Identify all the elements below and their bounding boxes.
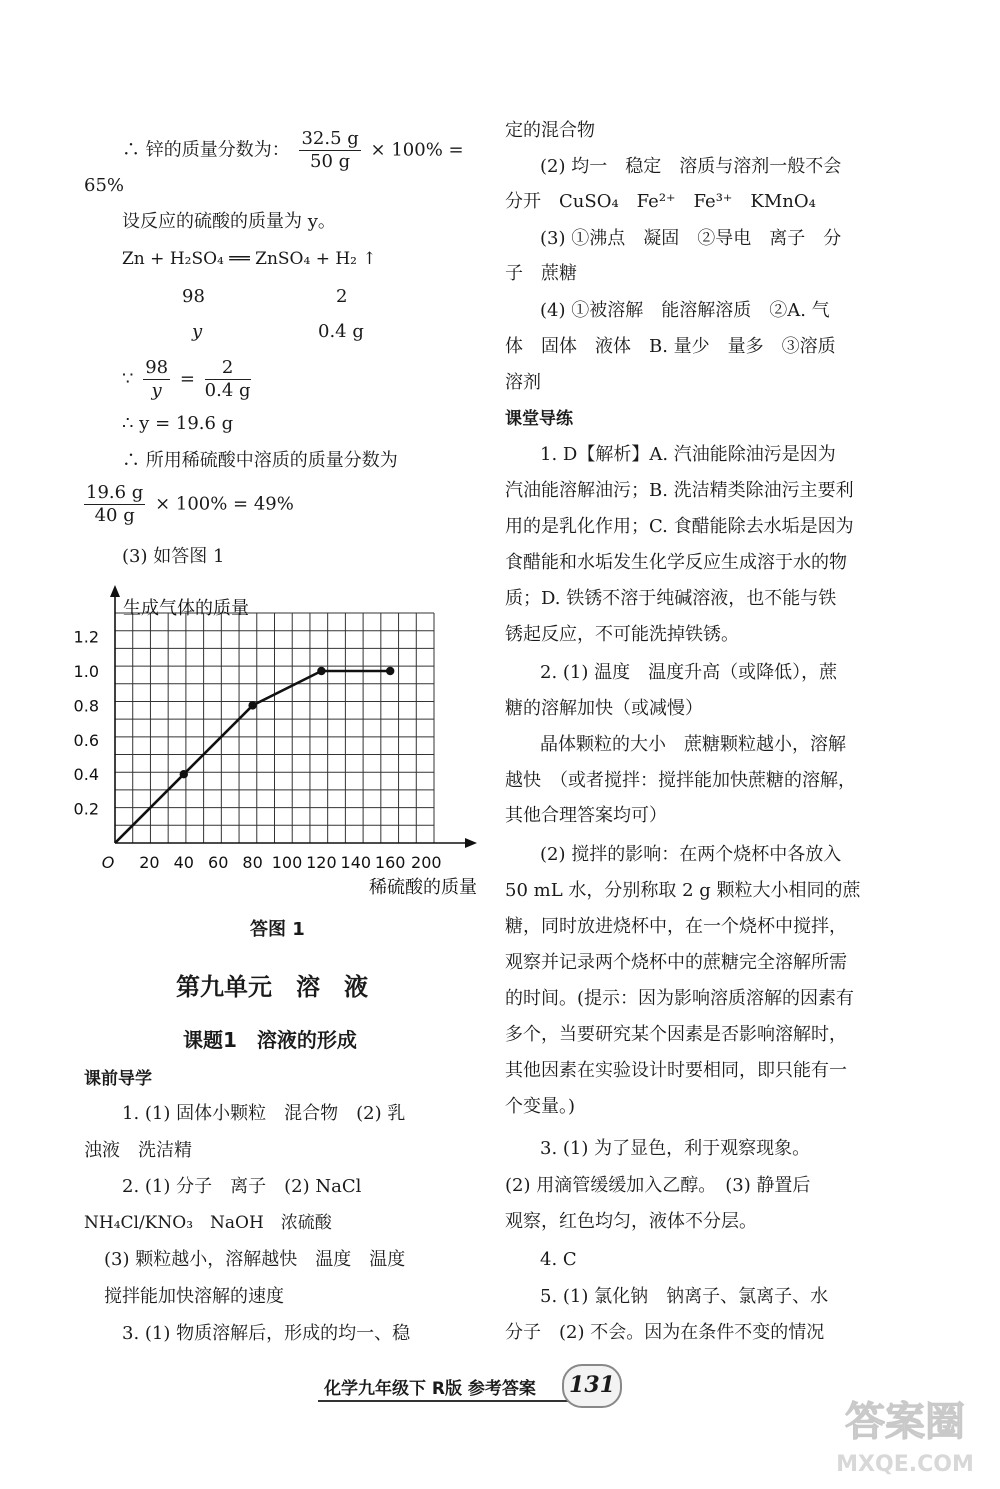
text: y [192, 321, 203, 342]
text-line: 浊液 洗洁精 [84, 1140, 192, 1161]
page-footer [318, 1360, 658, 1410]
text-line: 分开 CuSO₄ Fe²⁺ Fe³⁺ KMnO₄ [505, 191, 816, 212]
y-axis-arrow [110, 585, 120, 597]
fraction [84, 482, 145, 527]
zinc-fraction-line [122, 128, 464, 173]
text-line: 个变量。) [505, 1096, 576, 1117]
watermark-logo [820, 1385, 990, 1480]
x-tick-label: 160 [374, 853, 406, 872]
data-point [180, 770, 188, 778]
y-tick-label: 0.8 [73, 696, 99, 716]
text-line: 质；D. 铁锈不溶于纯碱溶液，也不能与铁 [505, 588, 837, 609]
text-line: 4. C [540, 1249, 577, 1270]
y-tick-label: 0.6 [73, 730, 99, 750]
x-axis-label: 稀硫酸的质量 [369, 877, 477, 895]
text-line: 其他合理答案均可） [505, 805, 667, 826]
x-tick-label: 40 [173, 853, 194, 872]
text-line: ∴ 所用稀硫酸中溶质的质量分数为 [122, 450, 398, 471]
page-number: 131 [562, 1364, 622, 1408]
text-line: 多个，当要研究某个因素是否影响溶解时， [505, 1024, 847, 1045]
text-line: 汽油能溶解油污；B. 洗洁精类除油污主要利 [505, 480, 854, 501]
text: 98 [182, 286, 205, 307]
x-tick-label: 20 [139, 853, 160, 872]
text-line: 3. (1) 为了显色，利于观察现象。 [540, 1138, 811, 1159]
data-point [248, 701, 256, 709]
book-title: 化学九年级下 R版 参考答案 [324, 1379, 536, 1399]
denominator: 50 g [310, 151, 351, 172]
equation: Zn + H₂SO₄ ══ ZnSO₄ + H₂ ↑ [122, 249, 377, 269]
text-line: (2) 均一 稳定 溶质与溶剂一般不会 [540, 156, 842, 177]
x-tick-label: 60 [208, 853, 229, 872]
text: ∴ 锌的质量分数为： [122, 139, 290, 161]
text-line: 糖，同时放进烧杯中，在一个烧杯中搅拌， [505, 916, 847, 937]
figure-caption: 答图 1 [250, 919, 305, 940]
numerator: 98 [145, 357, 169, 378]
text-line: 5. (1) 氯化钠 钠离子、氯离子、水 [540, 1286, 829, 1307]
fraction [205, 357, 251, 402]
text-line: 用的是乳化作用；C. 食醋能除去水垢是因为 [505, 516, 854, 537]
lesson-title: 课题1 溶液的形成 [183, 1028, 357, 1052]
text-line: 其他因素在实验设计时要相同，即只能有一 [505, 1060, 847, 1081]
text-line: 50 mL 水，分别称取 2 g 颗粒大小相同的蔗 [505, 880, 861, 901]
gas-mass-chart [70, 585, 480, 895]
text-line: 体 固体 液体 B. 量少 量多 ③溶质 [505, 336, 836, 357]
ratio-line [122, 357, 255, 402]
y-axis-label: 生成气体的质量 [123, 598, 249, 619]
data-point [317, 667, 325, 675]
text-line: 子 蔗糖 [505, 263, 577, 284]
text-line: 定的混合物 [505, 120, 595, 141]
watermark-url: MXQE.COM [836, 1452, 974, 1477]
text-line: 锈起反应，不可能洗掉铁锈。 [505, 624, 739, 645]
text-line: 分子 (2) 不会。因为在条件不变的情况 [505, 1322, 825, 1343]
fraction [143, 357, 170, 402]
x-tick-label: 140 [340, 853, 372, 872]
section-heading: 课堂导练 [505, 409, 573, 429]
text-line: 3. (1) 物质溶解后，形成的均一、稳 [122, 1323, 411, 1344]
numerator: 2 [205, 357, 251, 380]
denominator: 0.4 g [204, 380, 251, 401]
text-line: (3) 如答图 1 [122, 546, 225, 567]
denominator: 40 g [94, 505, 135, 526]
y-tick-label: 1.0 [73, 662, 99, 681]
text-line: (2) 搅拌的影响：在两个烧杯中各放入 [540, 844, 842, 865]
text-line: 1. D【解析】A. 汽油能除油污是因为 [540, 444, 836, 465]
fraction [299, 128, 360, 173]
text-line: 观察，红色均匀，液体不分层。 [505, 1211, 757, 1232]
x-tick-label: 100 [271, 853, 303, 872]
section-heading: 课前导学 [84, 1069, 152, 1089]
chart-axes [110, 585, 477, 848]
x-tick-label: 200 [411, 853, 442, 872]
text-line: 搅拌能加快溶解的速度 [104, 1286, 284, 1307]
data-point [386, 667, 394, 675]
x-axis-arrow [465, 838, 477, 848]
text: = [179, 368, 195, 390]
text-line: 晶体颗粒的大小 蔗糖颗粒越小，溶解 [540, 734, 846, 755]
acid-fraction-line [84, 482, 294, 527]
text-line: 的时间。(提示：因为影响溶质溶解的因素有 [505, 988, 855, 1009]
y-tick-label: 1.2 [73, 627, 99, 647]
text: × 100% = 49% [155, 493, 294, 515]
text-line: 65% [84, 175, 125, 196]
numerator: 19.6 g [86, 482, 144, 503]
footer-rule [318, 1400, 568, 1402]
text-line: (3) ①沸点 凝固 ②导电 离子 分 [540, 228, 842, 249]
numerator: 32.5 g [301, 128, 359, 149]
text: 0.4 g [318, 321, 364, 342]
text-line: 1. (1) 固体小颗粒 混合物 (2) 乳 [122, 1103, 406, 1124]
unit-title: 第九单元 溶 液 [176, 973, 368, 1001]
series-line [115, 671, 390, 843]
text-line: (4) ①被溶解 能溶解溶质 ②A. 气 [540, 300, 830, 321]
text: ∵ [122, 368, 134, 390]
text-line: 设反应的硫酸的质量为 y。 [122, 211, 336, 232]
text: × 100% = [370, 139, 464, 161]
x-tick-label: O [101, 853, 115, 872]
y-tick-label: 0.4 [73, 765, 99, 785]
text-line: 糖的溶解加快（或减慢） [505, 698, 703, 719]
text-line: 溶剂 [505, 372, 541, 393]
text-line: 食醋能和水垢发生化学反应生成溶于水的物 [505, 552, 847, 573]
y-tick-label: 0.2 [73, 799, 99, 819]
text-line: 2. (1) 分子 离子 (2) NaCl [122, 1176, 362, 1197]
text: 2 [336, 286, 348, 307]
text-line: ∴ y = 19.6 g [122, 413, 234, 434]
text-line: NH₄Cl/KNO₃ NaOH 浓硫酸 [84, 1213, 332, 1233]
chart-grid [115, 613, 434, 843]
watermark-text: 答案圈 [845, 1399, 965, 1445]
text-line: 2. (1) 温度 温度升高（或降低），蔗 [540, 662, 838, 683]
text-line: 观察并记录两个烧杯中的蔗糖完全溶解所需 [505, 952, 847, 973]
text-line: 越快 （或者搅拌：搅拌能加快蔗糖的溶解， [505, 770, 856, 791]
text-line: (3) 颗粒越小，溶解越快 温度 温度 [104, 1249, 406, 1270]
denominator: y [151, 380, 162, 401]
text-line: (2) 用滴管缓缓加入乙醇。 (3) 静置后 [505, 1175, 811, 1196]
x-tick-label: 120 [306, 853, 337, 872]
x-tick-label: 80 [242, 853, 263, 872]
